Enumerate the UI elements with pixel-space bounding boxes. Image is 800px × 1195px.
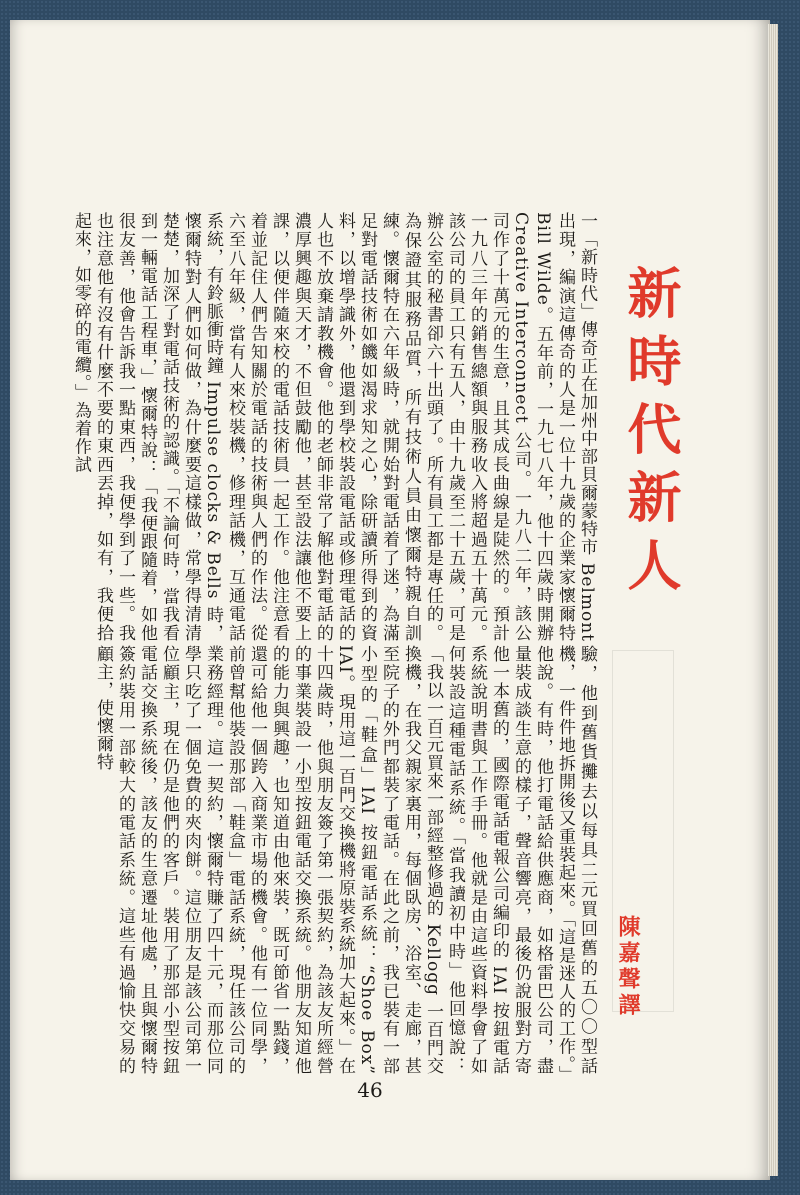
page-edge	[768, 24, 778, 1176]
article-body-bottom: 驗，他到舊貨攤去以每具二元買回舊的五〇〇型話機，一件件地拆開後又重裝起來。「這是迷人的工作。」他說。有時，他打電話給供應商，如格雷巴公司，盡量裝成談生意的樣子，聲音響亮，最後仍說服對方寄他一本舊的，國際電話電報公司編印的 IAI 按鈕電話系統說明書與工作手冊。他就是由這些資料學會了如何裝設這種電話系統。「當我讀初中時」他回憶說：「我以一百元買來一部經整修過的 Kellogg 一百門交換機，在我父親家裏用，每個臥房、浴室、走廊，甚至院子的外門都裝了電話。在此之前，我已裝有一部小型的「鞋盒」IAI 按鈕電話系統：“Shoe Box” IAI。現用這一百門交換機將原裝系統加大起來。」在十四歲時，他與朋友簽了第一張契約，為該友所經營的事業裝設一小型按鈕電話交換系統。他朋友知道他的能力與興趣，也知道由他來裝，既可節省一點錢，還可給他一個跨入商業市場的機會。他有一位同學，前曾幫他裝設那部「鞋盒」電話系統，現任該公司的業務經理。這一契約，懷爾特賺了四十元，而那位同學只吃了一個免費的夾肉餅。這位朋友是該公司第一位顧主，現在仍是他們的客戶。裝用了那部小型按鈕電話交換系統後，該友的生意遷址他處，且與懷爾特簽約裝用一部較大的電話系統。這些有過愉快交易的顧主，使懷爾特	[93, 645, 597, 1075]
page-number: 46	[357, 1078, 383, 1102]
article-body-top: 一「新時代」傳奇正在加州中部貝爾蒙特市 Belmont 出現，編演這傳奇的人是一位十九歲的企業家懷爾特 Bill Wilde。五年前，一九七八年，他十四歲時開辦 Creative Interconnect 公司。一九八二年，該公司作了十萬元的生意，且其成長曲線是陡然的。預計一九八三年的銷售總額與服務收入將超過五十萬元。該公司的員工只有五人，由十九歲至二十五歲，可是辦公室的秘書卻六十出頭了。所有員工都是專任的。為保證其服務品質，所有技術人員由懷爾特親自訓練。懷爾特在六年級時，就開始對電話着了迷，為滿足對電話技術如饑如渴求知之心，除研讀所得到的資料，以增學識外，他還到學校裝設電話或修理電話的人也不放棄請教機會。他的老師非常了解他對電話的濃厚興趣與天才，不但鼓勵他，甚至設法讓他不要上課，以便伴隨來校的電話技術員一起工作。他注意看着並記住人們告知關於電話的技術與人們的作法。從六至八年級，當有人來校裝機，修理話機，互通電話系統，有鈴脈衝時鐘 Impulse clocks & Bells 時，懷爾特對人們如何做，為什麼要這樣做，常學得清清楚楚，加深了對電話技術的認識。「不論何時，當我看到一輛電話工程車，」懷爾特說：「我便跟隨着，如他很友善，他會告訴我一點東西，我便學到了一些。我也注意他有沒有什麼不要的東西丟掉，如有，我便拾起來，如零碎的電纜。」為着作試	[71, 212, 597, 642]
article-title: 新時代新人	[619, 265, 682, 605]
translator-credit: 陳嘉聲譯	[615, 915, 640, 1019]
